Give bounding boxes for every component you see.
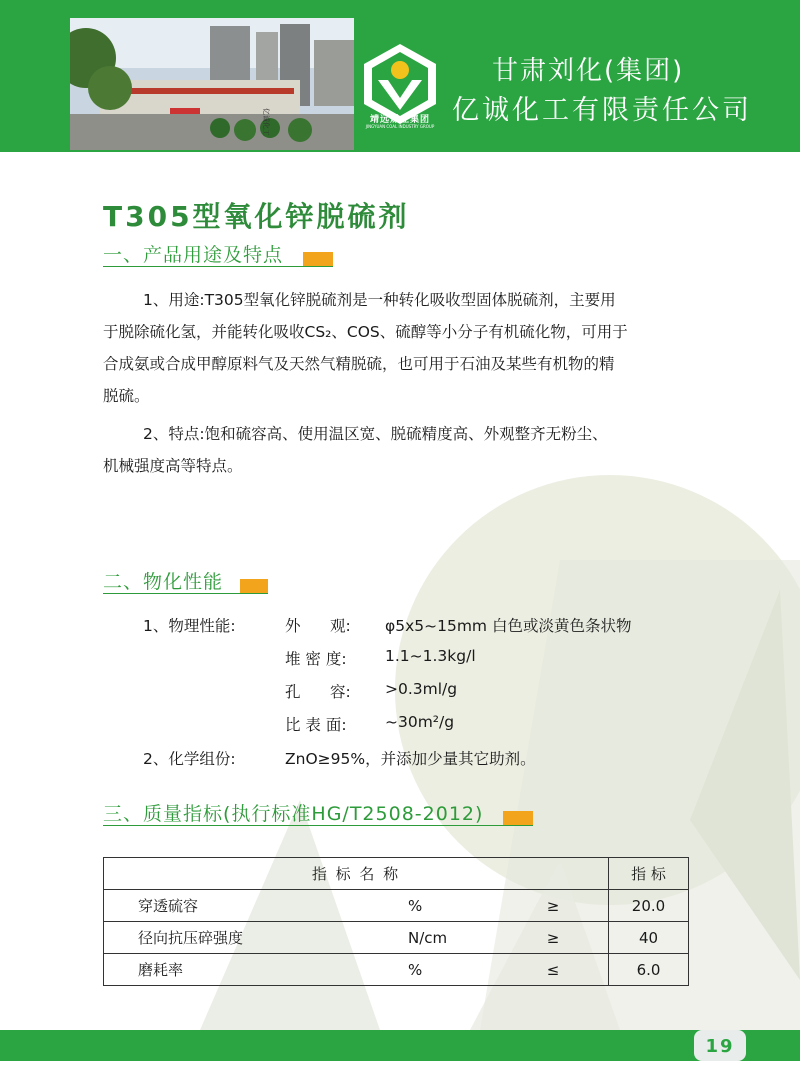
quality-table [103, 857, 689, 986]
row-name: 穿透硫容 [104, 890, 409, 922]
prop-value: φ5x5~15mm 白色或淡黄色条状物 [385, 617, 632, 635]
row-unit: % [408, 890, 498, 922]
table-row [104, 922, 689, 954]
section2-underline [103, 593, 268, 594]
physical-label: 1、物理性能: [143, 617, 236, 635]
table-header-row [104, 858, 689, 890]
row-name: 磨耗率 [104, 954, 409, 986]
row-value: 6.0 [609, 954, 689, 986]
table-header-name: 指 标 名 称 [104, 858, 609, 890]
row-unit: % [408, 954, 498, 986]
logo-caption: 靖远煤业集团 [369, 115, 430, 125]
section1-paragraph1 [103, 284, 723, 412]
section3-heading: 三、质量指标(执行标准HG/T2508-2012) [103, 803, 484, 825]
table-header-value: 指 标 [609, 858, 689, 890]
table-row [104, 954, 689, 986]
para2-line: 机械强度高等特点。 [103, 457, 243, 475]
prop-value: 1.1~1.3kg/l [385, 647, 476, 665]
company-name-line2: 亿诚化工有限责任公司 [452, 95, 752, 126]
section3-underline [103, 825, 533, 826]
page-number: 19 [694, 1030, 746, 1061]
table-row [104, 890, 689, 922]
prop-name: 比 表 面: [285, 716, 347, 734]
row-value: 20.0 [609, 890, 689, 922]
prop-value: >0.3ml/g [385, 680, 458, 698]
chemical-value: ZnO≥95%，并添加少量其它助剂。 [285, 750, 536, 768]
row-name: 径向抗压碎强度 [104, 922, 409, 954]
page-title: T305型氧化锌脱硫剂 [103, 200, 410, 233]
para2-line: 2、特点:饱和硫容高、使用温区宽、脱硫精度高、外观整齐无粉尘、 [143, 425, 608, 443]
prop-name: 外 观: [285, 617, 351, 635]
row-value: 40 [609, 922, 689, 954]
section2-accent-bar [240, 579, 268, 593]
section1-paragraph2 [103, 418, 723, 482]
row-unit: N/cm [408, 922, 498, 954]
section2-heading: 二、物化性能 [103, 571, 224, 593]
prop-value: ~30m²/g [385, 713, 455, 731]
prop-name: 孔 容: [285, 683, 351, 701]
para1-line: 脱硫。 [103, 387, 150, 405]
row-op: ≥ [498, 890, 609, 922]
photo-sign: 亿诚化工 [262, 108, 270, 136]
section3-accent-bar [503, 811, 533, 825]
company-name-line1: 甘肃刘化(集团) [492, 56, 685, 86]
factory-photo [70, 18, 354, 150]
section1-accent-bar [303, 252, 333, 266]
footer-bar [0, 1030, 800, 1061]
logo-caption-en: JINGYUAN COAL INDUSTRY GROUP [365, 124, 435, 129]
para1-line: 于脱除硫化氢，并能转化吸收CS₂、COS、硫醇等小分子有机硫化物，可用于 [103, 323, 628, 341]
chemical-label: 2、化学组份: [143, 750, 236, 768]
prop-name: 堆 密 度: [285, 650, 347, 668]
section1-underline [103, 266, 333, 267]
section1-heading: 一、产品用途及特点 [103, 244, 284, 266]
para1-line: 合成氨或合成甲醇原料气及天然气精脱硫，也可用于石油及某些有机物的精 [103, 355, 615, 373]
row-op: ≥ [498, 922, 609, 954]
row-op: ≤ [498, 954, 609, 986]
para1-line: 1、用途:T305型氧化锌脱硫剂是一种转化吸收型固体脱硫剂，主要用 [143, 291, 616, 309]
